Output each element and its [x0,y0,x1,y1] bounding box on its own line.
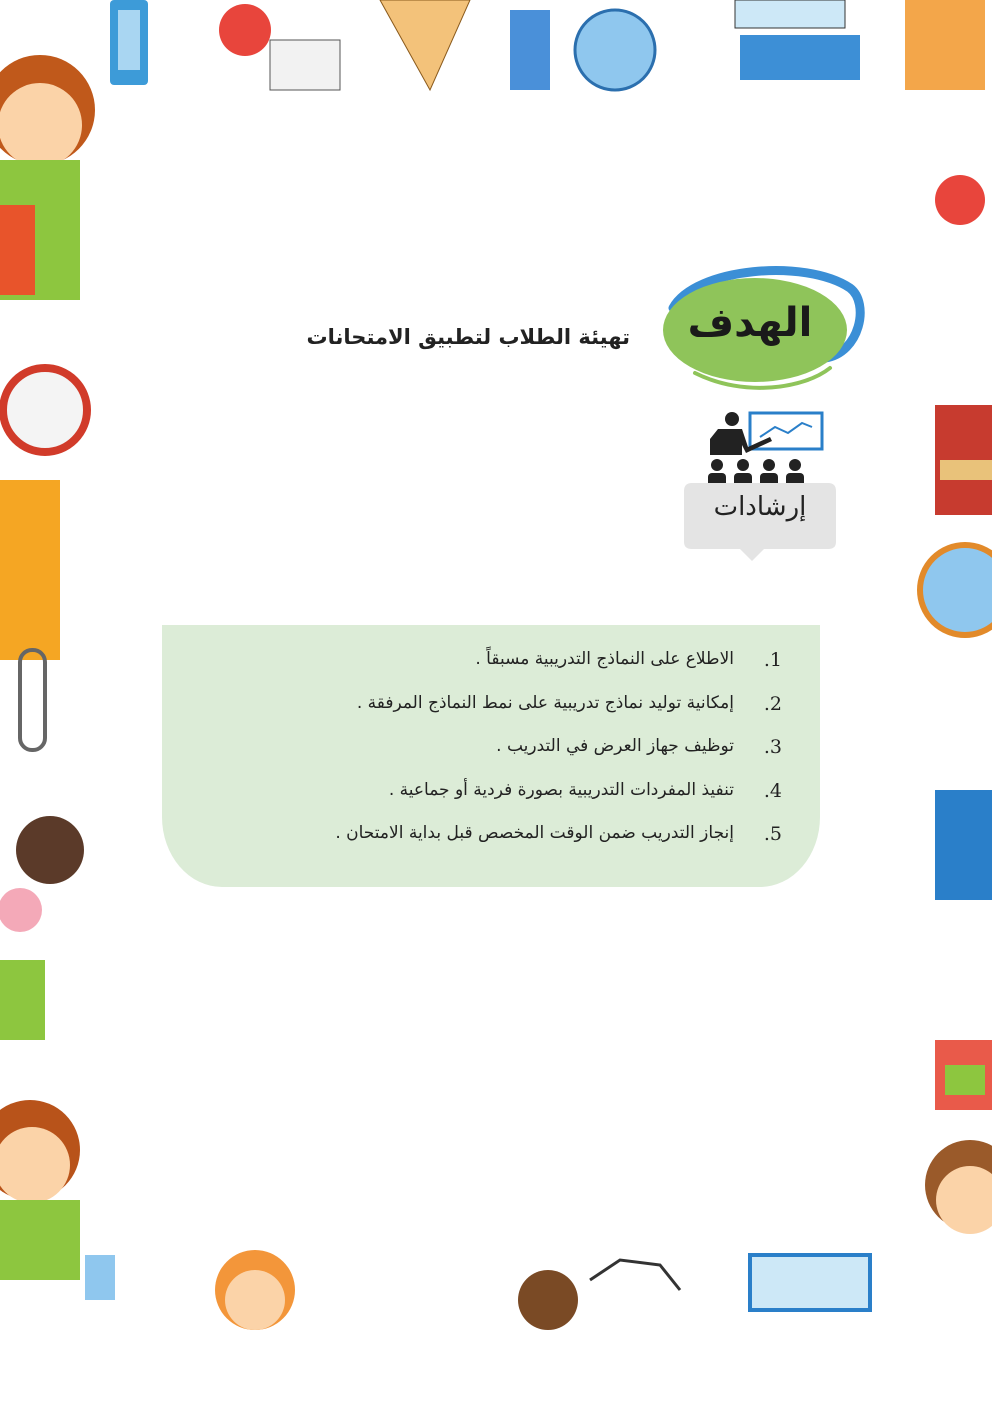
cup-icon [85,1255,115,1300]
item-text: الاطلاع على النماذج التدريبية مسبقاً . [475,649,734,669]
teacher-presentation-icon [680,405,840,570]
boy-bottom-icon [518,1270,578,1330]
item-number: .2 [763,692,782,715]
molecule-icon [590,1260,680,1290]
kid-figure-icon [219,4,271,56]
boy-figure-icon [510,10,550,90]
item-text: إنجاز التدريب ضمن الوقت المخصص قبل بداية الامتحان . [335,823,734,843]
instructions-list [162,645,820,863]
girl-figure-icon [0,480,60,660]
item-number: .5 [763,823,782,845]
paperclip-icon [20,650,45,750]
item-text: إمكانية توليد نماذج تدريبية على نمط النماذج المرفقة . [356,692,734,713]
monitor-icon [735,0,845,28]
item-number: .4 [763,779,782,802]
globe-right-icon [920,545,992,635]
blue-book-icon [935,790,992,900]
instructions-panel [162,625,820,887]
instructions-label: إرشادات [713,492,807,522]
list-item [162,776,820,820]
list-item [162,645,820,689]
scientist-icon [905,0,985,90]
list-item [162,819,820,863]
goal-text: تهيئة الطلاب لتطبيق الامتحانات [306,325,630,349]
list-item [162,689,820,733]
keyboard-icon [740,35,860,80]
item-number: .3 [763,736,782,758]
tablet-icon [750,1255,870,1310]
item-text: توظيف جهاز العرض في التدريب . [496,736,734,756]
set-square-icon [380,0,470,90]
camera-icon [935,175,985,225]
alarm-clock-icon [3,368,87,452]
goal-label: الهدف [687,300,813,346]
item-number: .1 [763,649,782,671]
girl-face-icon [16,816,84,884]
globe-icon [575,10,655,90]
item-text: تنفيذ المفردات التدريبية بصورة فردية أو جماعية . [388,779,734,800]
list-item [162,732,820,776]
